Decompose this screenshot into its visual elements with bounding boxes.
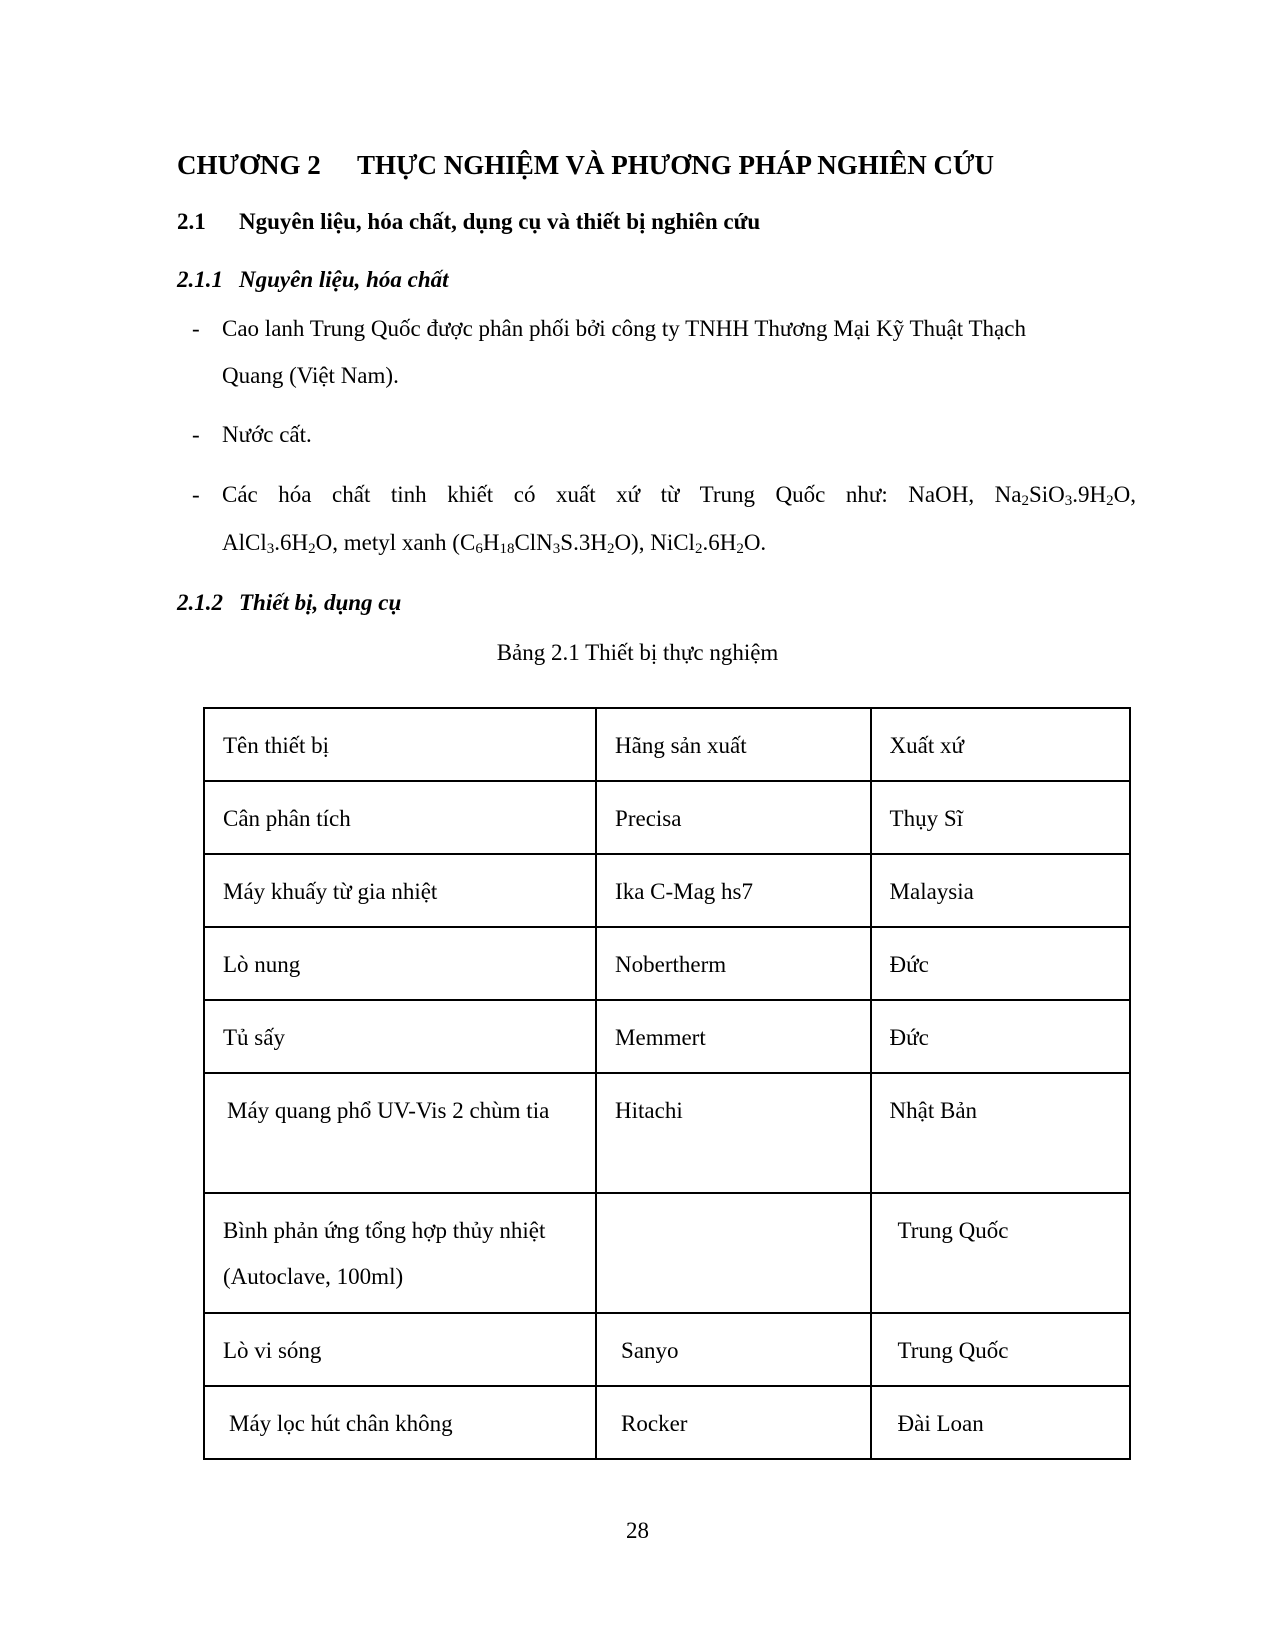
chapter-title: THỰC NGHIỆM VÀ PHƯƠNG PHÁP NGHIÊN CỨU: [357, 150, 994, 180]
page-number: 28: [626, 1518, 649, 1543]
bullet-item-kaolin-continued: Quang (Việt Nam).: [222, 363, 399, 388]
bullet-item-kaolin: - Cao lanh Trung Quốc được phân phối bởi công ty TNHH Thương Mại Kỹ Thuật Thạch: [192, 316, 1026, 341]
table-header-row: [204, 708, 1130, 781]
table-row: Lò nung Nobertherm Đức: [204, 927, 1130, 1000]
table-row: Tủ sấy Memmert Đức: [204, 1000, 1130, 1073]
table-row: Lò vi sóng Sanyo Trung Quốc: [204, 1313, 1130, 1386]
chapter-number: CHƯƠNG 2: [177, 150, 321, 180]
header-cell: Hãng sản xuất: [596, 708, 871, 781]
bullet-item-chemicals: Các hóa chất tinh khiết có xuất xứ từ Trung Quốc như: NaOH, $Na_2SiO_3.9H_2O$,: [222, 482, 1136, 509]
section-heading-2-1-1: 2.1.1 Nguyên liệu, hóa chất: [177, 267, 449, 292]
bullet-item-dash-3: -: [192, 482, 200, 507]
section-heading-2-1: 2.1 Nguyên liệu, hóa chất, dụng cụ và thiết bị nghiên cứu: [177, 209, 761, 234]
header-cell: Tên thiết bị: [204, 708, 596, 781]
table-row: Cân phân tích Precisa Thụy Sĩ: [204, 781, 1130, 854]
table-row: Bình phản ứng tổng hợp thủy nhiệt (Autoclave, 100ml) Trung Quốc: [204, 1193, 1130, 1313]
table-row: Máy lọc hút chân không Rocker Đài Loan: [204, 1386, 1130, 1459]
table-row: Máy quang phổ UV-Vis 2 chùm tia Hitachi Nhật Bản: [204, 1073, 1130, 1193]
section-heading-2-1-2: 2.1.2 Thiết bị, dụng cụ: [177, 590, 402, 615]
bullet-item-water: - Nước cất.: [192, 422, 312, 447]
equipment-table: [203, 707, 1131, 1460]
header-cell: Xuất xứ: [871, 708, 1130, 781]
table-row: Máy khuấy từ gia nhiệt Ika C-Mag hs7 Malaysia: [204, 854, 1130, 927]
table-caption: Bảng 2.1 Thiết bị thực nghiệm: [496, 640, 779, 665]
bullet-item-chemicals-continued: $AlCl_3.6H_2O$, metyl xanh $(C_6H_{18}ClN_3S.3H_2O)$, $NiCl_2.6H_2O$.: [222, 530, 767, 557]
chapter-heading: [177, 150, 994, 181]
